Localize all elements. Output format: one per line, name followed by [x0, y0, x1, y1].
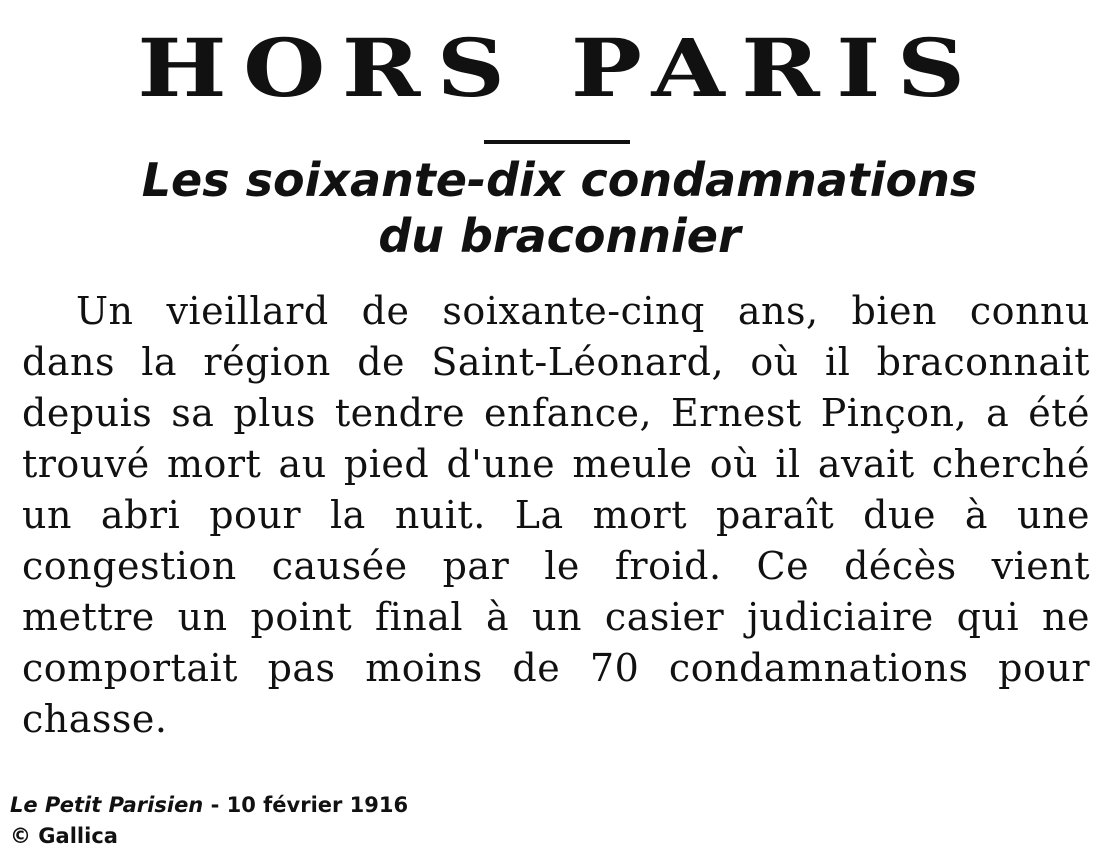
publication-date: 10 février 1916 [226, 793, 409, 817]
source-line [10, 790, 408, 821]
title-underline [484, 140, 630, 144]
section-title: HORS PARIS [137, 21, 982, 115]
credit-line: © Gallica [10, 824, 118, 848]
source-caption [10, 790, 408, 852]
article-body: Un vieillard de soixante-cinq ans, bien connu dans la région de Saint-Léonard, où il braconnait depuis sa plus tendre enfance, Ernest Pinçon, a été trouvé mort au pied d'une meule où il avait cherché un abri pour la nuit. La mort paraît due à une congestion causée par le froid. Ce décès vient mettre un point final à un casier judiciaire qui ne comportait pas moins de 70 condamnations pour chasse. [22, 289, 1090, 741]
headline-line-2: du braconnier [378, 209, 741, 263]
newspaper-name: Le Petit Parisien [10, 793, 204, 817]
article-headline [0, 152, 1119, 264]
caption-separator: - [203, 793, 227, 817]
headline-line-1: Les soixante-dix condamnations [141, 153, 978, 207]
